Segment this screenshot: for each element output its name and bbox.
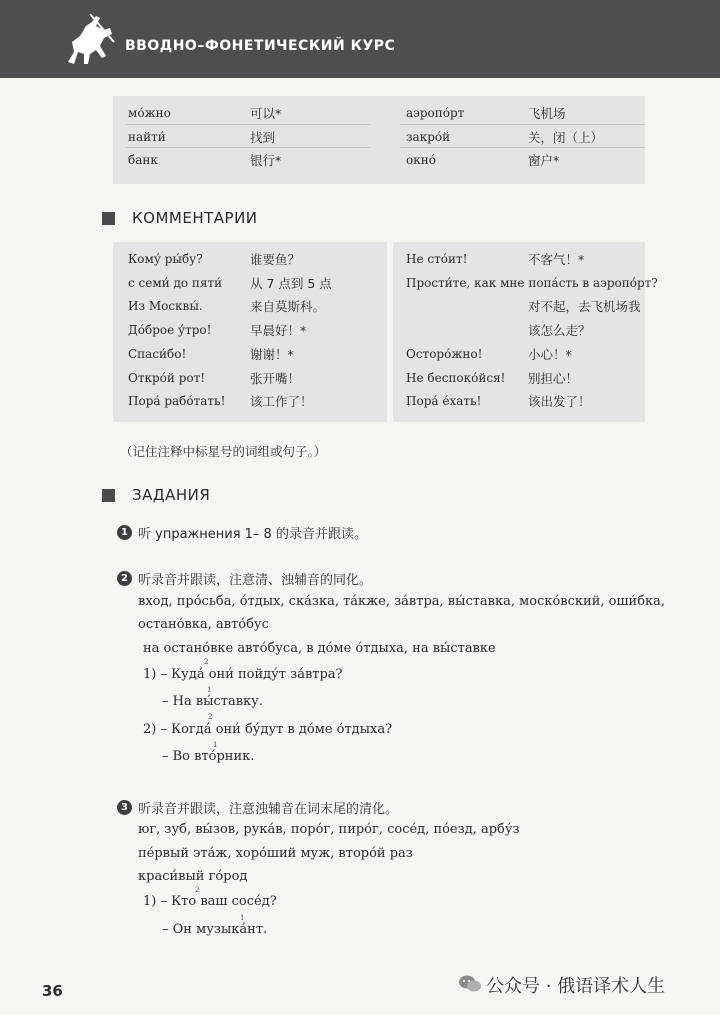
header-bar: [0, 0, 720, 78]
comment-zh-6: 张开嘴！: [250, 371, 301, 386]
wechat-icon: [458, 974, 482, 994]
comment-zh-4: 早晨好！*: [250, 323, 307, 338]
horseman-logo-icon: [60, 12, 120, 70]
comment-ru-13: Не беспоко́йся!: [406, 371, 506, 385]
vocab-ru-5: закро́й: [406, 130, 451, 144]
watermark-text: 公众号 · 俄语译术人生: [486, 976, 666, 997]
comment-ru-4: До́брое у́тро!: [128, 323, 212, 337]
task-2-line-3: на остано́вке авто́буса, в до́ме о́тдыха, на вы́ставке: [143, 641, 496, 656]
intonation-mark: 2: [195, 886, 200, 894]
task-number-badge: 3: [117, 800, 132, 815]
vocab-ru-6: окно́: [406, 153, 436, 167]
intonation-mark: 1: [213, 741, 218, 749]
section-marker: [102, 489, 115, 502]
task-number-badge: 2: [117, 571, 132, 586]
section-marker: [102, 212, 115, 225]
vocab-zh-6: 窗户*: [528, 153, 560, 168]
task-3-line-3: краси́вый го́род: [138, 869, 248, 884]
comment-zh-13: 别担心！: [528, 371, 579, 386]
comment-ru-1: Кому́ ры́бу?: [128, 252, 203, 266]
intonation-mark: 1: [240, 914, 245, 922]
vocab-ru-1: мо́жно: [128, 106, 171, 120]
page-number: 36: [42, 982, 63, 1000]
vocab-zh-5: 关，闭（上）: [528, 130, 604, 145]
intonation-mark: 1: [207, 686, 212, 694]
comment-ru-9: Прости́те, как мне попа́сть в аэропо́рт?: [406, 276, 658, 290]
task-2-dialog-1a: 1) – Куда́ они́ пойду́т за́втра?: [143, 667, 343, 682]
comment-ru-14: Пора́ е́хать!: [406, 394, 482, 408]
comment-zh-5: 谢谢！*: [250, 347, 294, 362]
intonation-mark: 2: [208, 713, 213, 721]
task-2-line-1: вход, про́сьба, о́тдых, ска́зка, та́кже, за́втра, вы́ставка, моско́вский, оши́бка,: [138, 594, 666, 609]
page-header-title: ВВОДНО–ФОНЕТИЧЕСКИЙ КУРС: [125, 38, 396, 54]
comment-zh-1: 谁要鱼？: [250, 252, 301, 267]
task-number-badge: 1: [117, 525, 132, 540]
comment-zh-8: 不客气！*: [528, 252, 585, 267]
vocab-ru-3: банк: [128, 153, 158, 167]
task-2-line-2: остано́вка, авто́бус: [138, 617, 269, 632]
task-3-text: 听录音并跟读，注意浊辅音在词末尾的清化。: [138, 802, 399, 817]
vocab-ru-4: аэропо́рт: [406, 106, 465, 120]
comment-ru-12: Осторо́жно!: [406, 347, 483, 361]
comment-ru-3: Из Москвы́.: [128, 299, 203, 313]
comment-zh-3: 来自莫斯科。: [250, 299, 326, 314]
comment-zh-14: 该出发了！: [528, 394, 591, 409]
comment-zh-7: 该工作了！: [250, 394, 313, 409]
task-3-dialog-1a: 1) – Кто ваш сосе́д?: [143, 894, 277, 909]
comments-note: （记住注释中标星号的词组或句子。）: [120, 444, 327, 459]
task-3-line-1: юг, зуб, вы́зов, рука́в, поро́г, пиро́г, сосе́д, по́езд, арбу́з: [138, 822, 520, 837]
vocab-zh-2: 找到: [250, 130, 276, 145]
vocab-zh-4: 飞机场: [528, 106, 566, 121]
comment-zh-2: 从 7 点到 5 点: [250, 276, 332, 291]
task-2-dialog-2b: – Во вто́рник.: [162, 749, 255, 764]
comment-zh-12: 小心！*: [528, 347, 572, 362]
comment-zh-10: 对不起，去飞机场我: [528, 299, 641, 314]
vocab-zh-3: 银行*: [250, 153, 282, 168]
task-2-dialog-2a: 2) – Когда́ они́ бу́дут в до́ме о́тдыха?: [143, 722, 393, 737]
comment-ru-8: Не сто́ит!: [406, 252, 468, 266]
comment-ru-7: Пора́ рабо́тать!: [128, 394, 226, 408]
task-2-dialog-1b: – На вы́ставку.: [162, 694, 263, 709]
task-3-dialog-1b: – Он музыка́нт.: [162, 922, 268, 937]
task-2-text: 听录音并跟读，注意清、浊辅音的同化。: [138, 573, 373, 588]
intonation-mark: 2: [204, 658, 209, 666]
vocab-zh-1: 可以*: [250, 106, 282, 121]
tasks-title: ЗАДАНИЯ: [132, 486, 211, 504]
comments-title: КОММЕНТАРИИ: [132, 209, 258, 227]
vocab-ru-2: найти́: [128, 130, 166, 144]
comment-zh-11: 该怎么走？: [528, 323, 591, 338]
comment-ru-6: Откро́й рот!: [128, 371, 206, 385]
task-3-line-2: пе́рвый эта́ж, хоро́ший муж, второ́й раз: [138, 846, 413, 861]
comment-ru-5: Спаси́бо!: [128, 347, 187, 361]
comment-ru-2: с семи́ до пяти́: [128, 276, 223, 290]
task-1-text: 听 упражнения 1– 8 的录音并跟读。: [138, 527, 367, 542]
